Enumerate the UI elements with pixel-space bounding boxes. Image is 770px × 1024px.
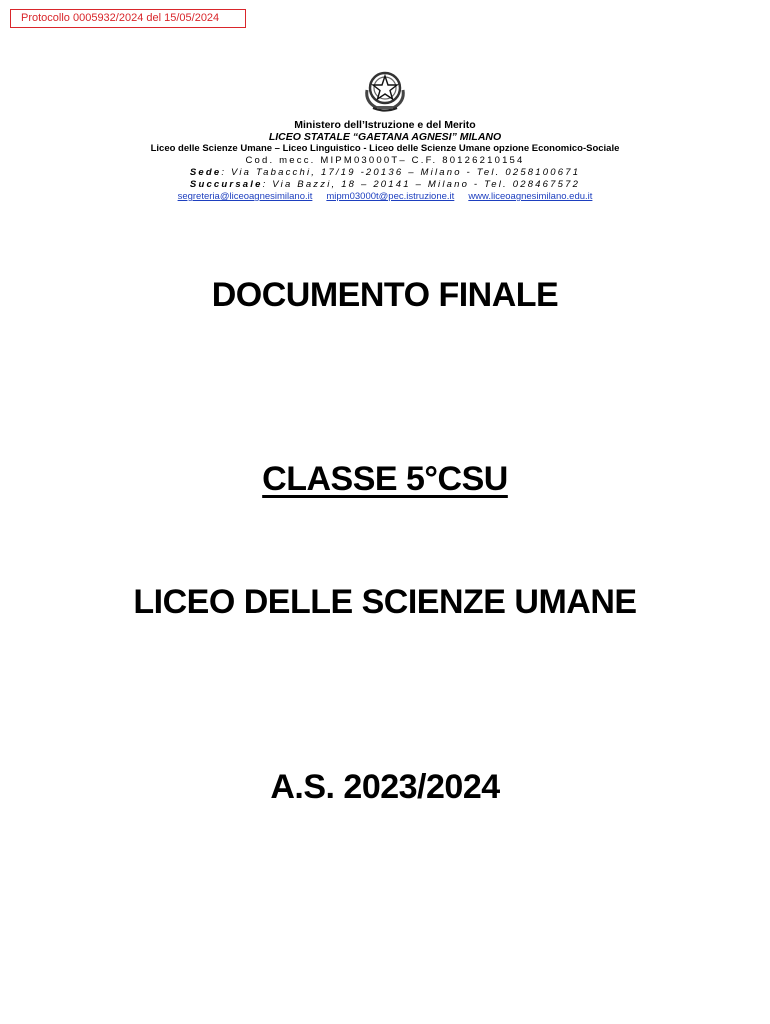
protocol-stamp: Protocollo 0005932/2024 del 15/05/2024 xyxy=(10,9,246,28)
school-title: LICEO DELLE SCIENZE UMANE xyxy=(133,583,637,621)
sede-line xyxy=(0,167,770,179)
sede-label: Sede xyxy=(189,167,222,178)
website-link[interactable]: www.liceoagnesimilano.edu.it xyxy=(468,191,593,202)
document-title: DOCUMENTO FINALE xyxy=(211,276,559,314)
succursale-line xyxy=(0,179,770,191)
succursale-text: : Via Bazzi, 18 – 20141 – Milano - Tel. 028467572 xyxy=(262,179,581,190)
italian-republic-emblem-icon xyxy=(361,66,409,114)
school-letterhead xyxy=(0,119,770,203)
school-types-line: Liceo delle Scienze Umane – Liceo Linguistico - Liceo delle Scienze Umane opzione Economico-Sociale xyxy=(150,143,620,154)
school-year-title: A.S. 2023/2024 xyxy=(270,768,500,806)
class-title: CLASSE 5°CSU xyxy=(262,460,508,498)
contact-links xyxy=(0,191,770,203)
pec-link[interactable]: mipm03000t@pec.istruzione.it xyxy=(326,191,455,202)
succursale-label: Succursale xyxy=(189,179,263,190)
codes-line: Cod. mecc. MIPM03000T– C.F. 80126210154 xyxy=(245,155,525,166)
school-name-line: LICEO STATALE “GAETANA AGNESI” MILANO xyxy=(268,131,502,143)
sede-text: : Via Tabacchi, 17/19 -20136 – Milano - Tel. 0258100671 xyxy=(221,167,581,178)
email-link[interactable]: segreteria@liceoagnesimilano.it xyxy=(177,191,313,202)
ministry-line: Ministero dell’Istruzione e del Merito xyxy=(294,119,476,131)
